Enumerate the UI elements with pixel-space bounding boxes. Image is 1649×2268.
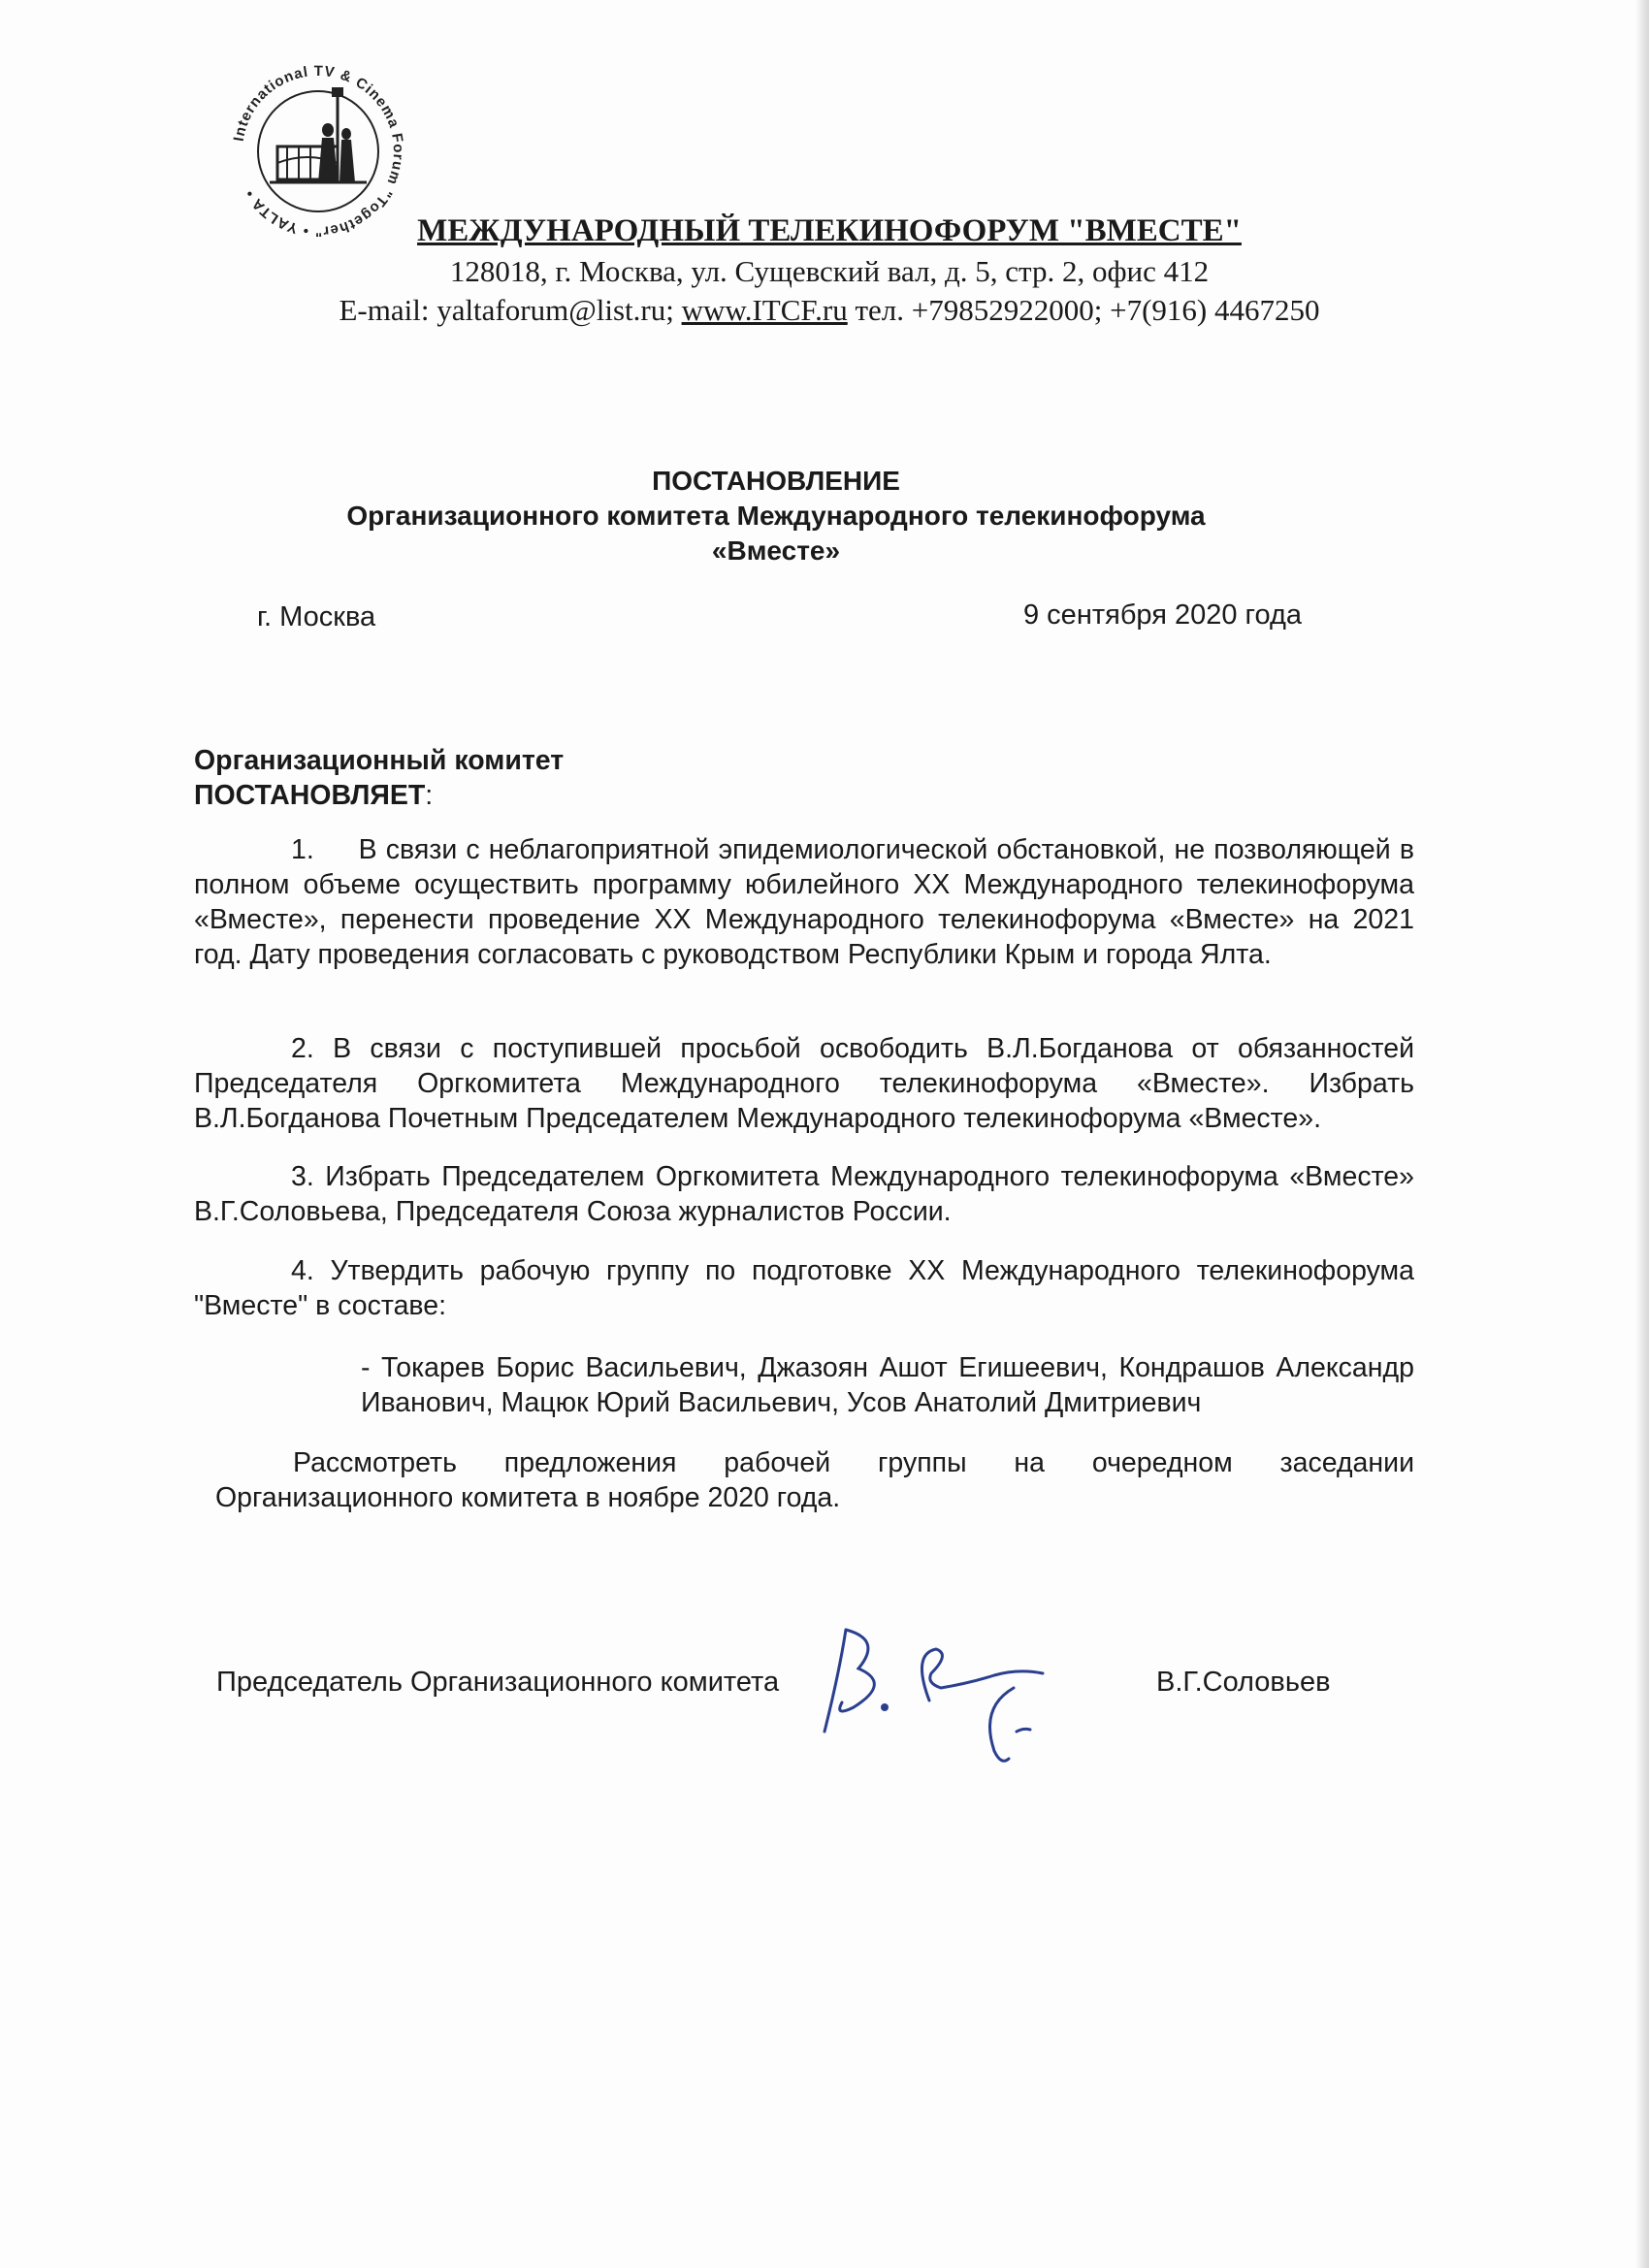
document-date: 9 сентября 2020 года	[1023, 599, 1303, 631]
document-subtitle: Организационного комитета Международного телекинофорума	[346, 501, 1206, 531]
website-link[interactable]: www.ITCF.ru	[681, 293, 848, 327]
resolves-label: ПОСТАНОВЛЯЕТ:	[194, 780, 434, 811]
letterhead-address: 128018, г. Москва, ул. Сущевский вал, д. 5, стр. 2, офис 412	[449, 254, 1210, 288]
resolution-item-4: 4. Утвердить рабочую группу по подготовке XX Международного телекинофорума "Вместе" в составе:	[194, 1255, 1414, 1321]
document-subtitle-2: «Вместе»	[711, 535, 841, 566]
consider-proposals: Рассмотреть предложения рабочей группы на очередном заседании Организационного комитета в ноябре 2020 года.	[215, 1447, 1414, 1513]
page-edge-shadow	[1635, 0, 1649, 2268]
document-title: ПОСТАНОВЛЕНИЕ	[652, 466, 900, 496]
signatory-role: Председатель Организационного комитета	[216, 1667, 780, 1698]
document-city: г. Москва	[257, 601, 376, 632]
letterhead-contacts: E-mail: yaltaforum@list.ru; www.ITCF.ru тел. +79852922000; +7(916) 4467250	[339, 293, 1320, 327]
svg-text:International TV & Cinema Foru: International TV & Cinema Forum "Together" • YALTA •	[230, 62, 407, 241]
handwritten-signature	[815, 1615, 1135, 1780]
signatory-name: В.Г.Соловьев	[1156, 1667, 1331, 1698]
letterhead-title: МЕЖДУНАРОДНЫЙ ТЕЛЕКИНОФОРУМ "ВМЕСТЕ"	[417, 213, 1242, 248]
working-group-members: - Токарев Борис Васильевич, Джазоян Ашот Егишеевич, Кондрашов Александр Иванович, Мацюк Юрий Васильевич, Усов Анатолий Дмитриевич	[361, 1352, 1414, 1418]
resolution-item-3: 3. Избрать Председателем Оргкомитета Международного телекинофорума «Вместе» В.Г.Соловьева, Председателя Союза журналистов России.	[194, 1161, 1414, 1227]
org-committee-label: Организационный комитет	[194, 745, 565, 776]
resolution-item-2: 2. В связи с поступившей просьбой освободить В.Л.Богданова от обязанностей Председателя Оргкомитета Международного телекинофорума «Вместе». Избрать В.Л.Богданова Почетным Председателем Международного телекинофорума «Вместе».	[194, 1033, 1414, 1134]
resolution-item-1: 1. В связи с неблагоприятной эпидемиологической обстановкой, не позволяющей в полном объеме осуществить программу юбилейного XX Международного телекинофорума «Вместе», перенести проведение XX Международного телекинофорума «Вместе» на 2021 год. Дату проведения согласовать с руководством Республики Крым и города Ялта.	[194, 834, 1414, 970]
